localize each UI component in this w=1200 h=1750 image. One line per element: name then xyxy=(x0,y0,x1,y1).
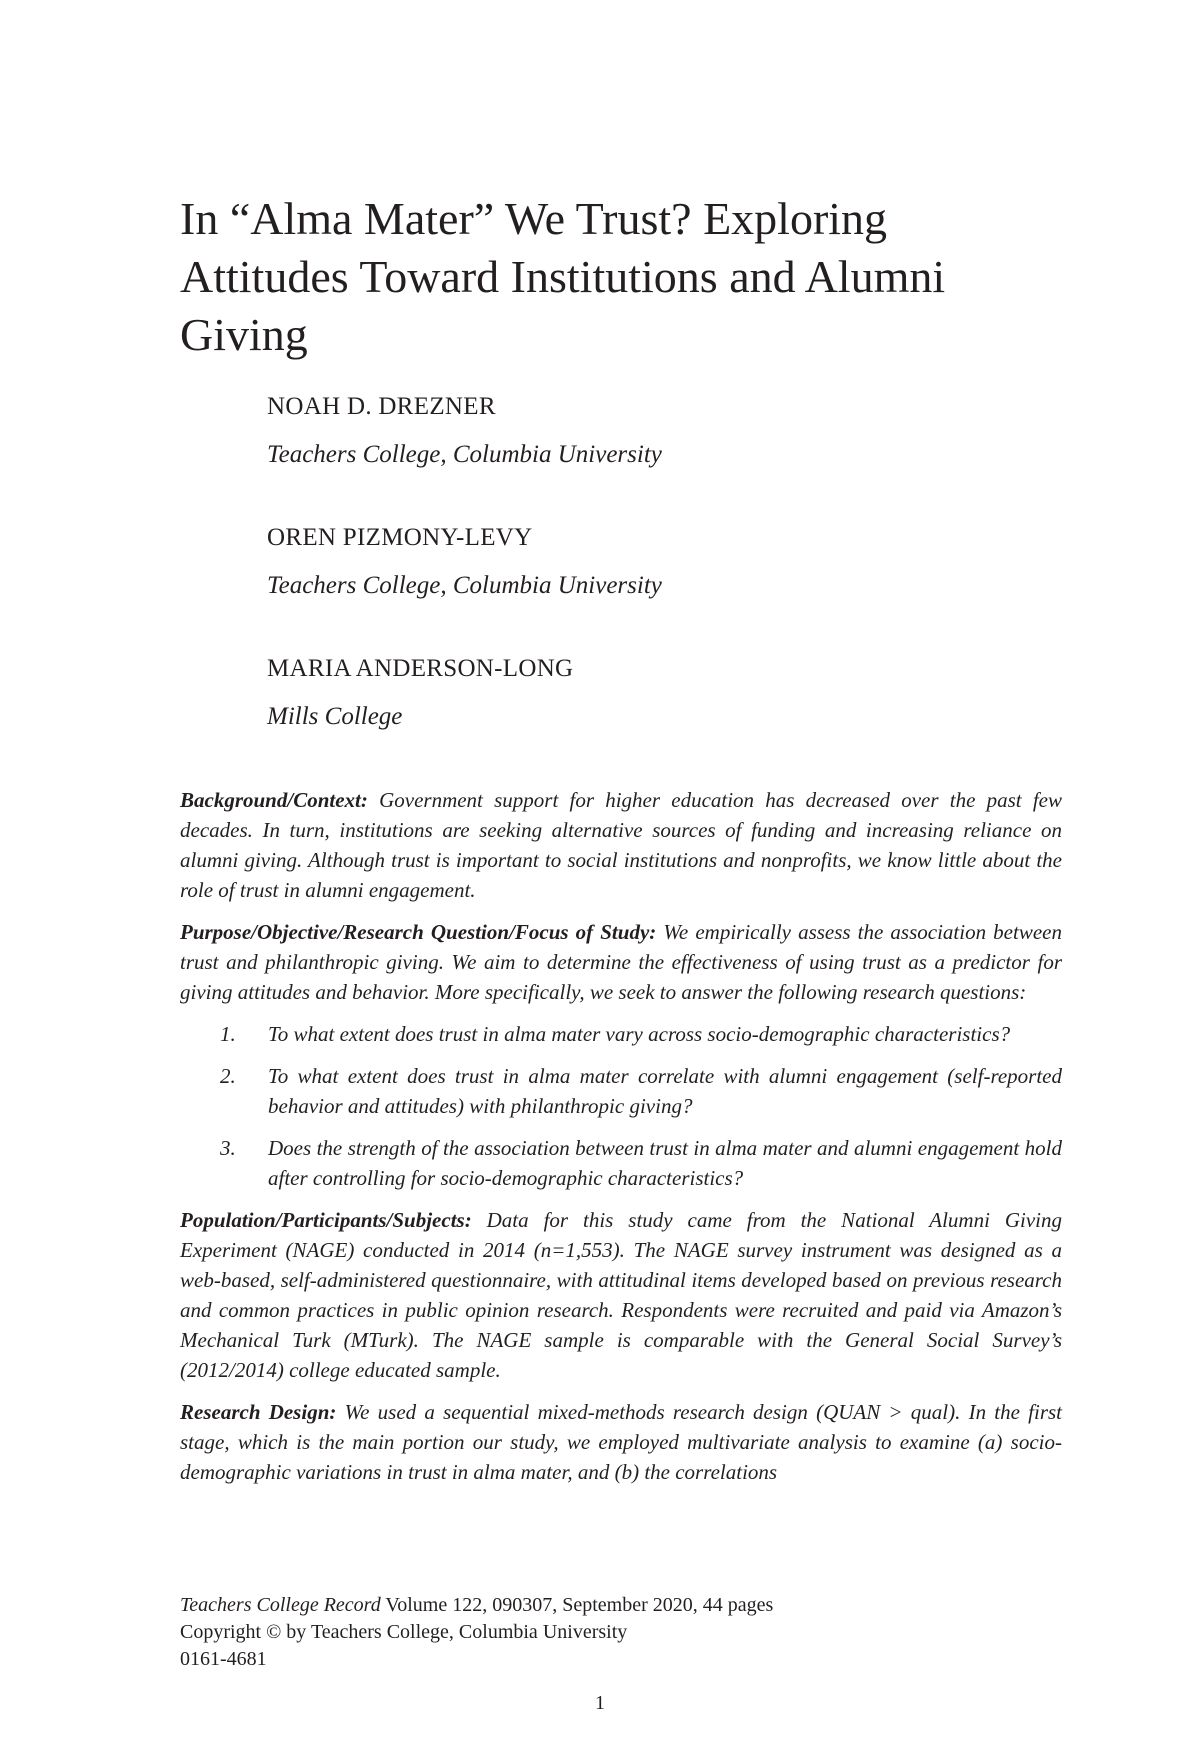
author-entry xyxy=(267,523,1047,654)
issn-line: 0161-4681 xyxy=(180,1648,267,1670)
section-label: Research Design: xyxy=(180,1400,337,1424)
question-number: 3. xyxy=(220,1136,236,1160)
article-title: In “Alma Mater” We Trust? Exploring Attitudes Toward Institutions and Alumni Giving xyxy=(180,193,946,360)
section-label: Purpose/Objective/Research Question/Focus of Study: xyxy=(180,920,657,944)
question-number: 2. xyxy=(220,1064,236,1088)
citation-line xyxy=(180,1592,1060,1619)
abstract xyxy=(180,785,1062,1499)
research-question xyxy=(180,1133,1062,1193)
question-number: 1. xyxy=(220,1022,236,1046)
question-text: To what extent does trust in alma mater vary across socio-demographic characteristics? xyxy=(268,1022,1011,1046)
author-affiliation: Teachers College, Columbia University xyxy=(267,441,662,468)
page-footer xyxy=(180,1592,1060,1673)
author-name: MARIA ANDERSON-LONG xyxy=(267,655,574,682)
citation-details: Volume 122, 090307, September 2020, 44 pages xyxy=(380,1594,774,1616)
author-affiliation: Teachers College, Columbia University xyxy=(267,572,662,599)
journal-name: Teachers College Record xyxy=(180,1594,381,1616)
research-question xyxy=(180,1019,1062,1049)
section-label: Population/Participants/Subjects: xyxy=(180,1208,472,1232)
section-label: Background/Context: xyxy=(180,788,368,812)
copyright-line: Copyright © by Teachers College, Columbia University xyxy=(180,1621,628,1643)
page-number: 1 xyxy=(595,1692,605,1714)
author-entry xyxy=(267,392,1047,523)
abstract-background xyxy=(180,785,1062,905)
research-question xyxy=(180,1061,1062,1121)
author-name: NOAH D. DREZNER xyxy=(267,393,496,420)
section-text: We used a sequential mixed-methods research design (QUAN > qual). In the first stage, which is the main portion our study, we employed multivariate analysis to examine (a) socio-demographic variations in trust in alma mater, and (b) the correlations xyxy=(180,1400,1062,1484)
research-question-list xyxy=(180,1019,1062,1193)
abstract-population xyxy=(180,1205,1062,1385)
author-entry xyxy=(267,654,1047,785)
question-text: Does the strength of the association between trust in alma mater and alumni engagement hold after controlling for socio-demographic characteristics? xyxy=(268,1136,1062,1190)
section-text: We empirically assess the association between trust and philanthropic giving. We aim to determine the effectiveness of using trust as a predictor for giving attitudes and behavior. More specifically, we seek to answer the following research questions: xyxy=(180,920,1062,1004)
author-name: OREN PIZMONY-LEVY xyxy=(267,524,533,551)
section-text: Government support for higher education has decreased over the past few decades. In turn, institutions are seeking alternative sources of funding and increasing reliance on alumni giving. Although trust is important to social institutions and nonprofits, we know little about the role of trust in alumni engagement. xyxy=(180,788,1062,902)
question-text: To what extent does trust in alma mater correlate with alumni engagement (self-reported behavior and attitudes) with philanthropic giving? xyxy=(268,1064,1062,1118)
section-text: Data for this study came from the National Alumni Giving Experiment (NAGE) conducted in 2014 (n=1,553). The NAGE survey instrument was designed as a web-based, self-administered questionnaire, with attitudinal items developed based on previous research and common practices in public opinion research. Respondents were recruited and paid via Amazon’s Mechanical Turk (MTurk). The NAGE sample is comparable with the General Social Survey’s (2012/2014) college educated sample. xyxy=(180,1208,1062,1382)
abstract-purpose xyxy=(180,917,1062,1007)
author-affiliation: Mills College xyxy=(267,703,403,730)
abstract-design xyxy=(180,1397,1062,1487)
author-list xyxy=(267,392,1047,785)
